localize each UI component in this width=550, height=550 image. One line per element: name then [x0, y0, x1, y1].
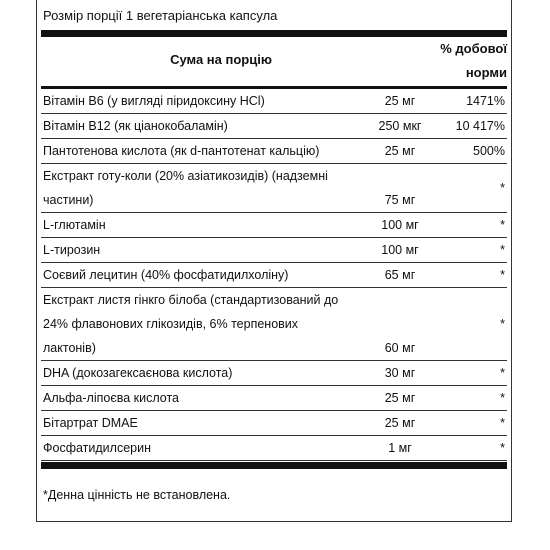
- table-header: [41, 37, 507, 88]
- table-row: [41, 288, 507, 361]
- ingredient-amount: 100 мг: [381, 243, 419, 257]
- ingredient-daily-value: 1471%: [466, 94, 505, 108]
- ingredient-amount: 30 мг: [384, 366, 416, 380]
- ingredient-name-line: лактонів): [43, 341, 96, 355]
- ingredient-amount: 60 мг: [384, 341, 416, 355]
- ingredient-amount: 65 мг: [384, 268, 416, 282]
- footnote: *Денна цінність не встановлена.: [43, 488, 231, 502]
- table-row: [41, 164, 507, 213]
- ingredient-amount: 75 мг: [384, 193, 416, 207]
- ingredient-amount: 25 мг: [384, 416, 416, 430]
- table-row: [41, 386, 507, 411]
- table-row: [41, 139, 507, 164]
- table-row: [41, 89, 507, 114]
- daily-value-header-line1: % добової: [440, 41, 507, 56]
- ingredient-name-line: 24% флавонових глікозидів, 6% терпенових: [43, 317, 299, 331]
- supplement-facts-panel: [36, 0, 512, 522]
- ingredient-name: Альфа-ліпоєва кислота: [43, 391, 179, 405]
- daily-value-header-line2: норми: [465, 65, 507, 80]
- ingredient-daily-value: 10 417%: [455, 119, 505, 133]
- ingredient-daily-value: *: [500, 317, 505, 331]
- ingredient-daily-value: *: [500, 441, 505, 455]
- ingredient-amount: 25 мг: [384, 94, 416, 108]
- ingredient-daily-value: *: [500, 181, 505, 195]
- table-row: [41, 411, 507, 436]
- ingredient-name: DHA (докозагексаєнова кислота): [43, 366, 233, 380]
- ingredient-name: Соєвий лецитин (40% фосфатидилхоліну): [43, 268, 289, 282]
- ingredient-daily-value: *: [500, 218, 505, 232]
- amount-per-serving-header: Сума на порцію: [170, 52, 272, 67]
- serving-size: Розмір порції 1 вегетаріанська капсула: [43, 8, 278, 23]
- table-row: [41, 361, 507, 386]
- ingredient-amount: 25 мг: [384, 144, 416, 158]
- ingredient-amount: 25 мг: [384, 391, 416, 405]
- ingredient-name: [43, 288, 363, 360]
- ingredient-name: L-глютамін: [43, 218, 106, 232]
- ingredient-name: [43, 164, 363, 212]
- table-row: [41, 263, 507, 288]
- table-row: [41, 213, 507, 238]
- ingredient-daily-value: *: [500, 268, 505, 282]
- ingredient-name-line: частини): [43, 193, 94, 207]
- table-row: [41, 238, 507, 263]
- ingredient-amount: 100 мг: [381, 218, 419, 232]
- ingredient-name: L-тирозин: [43, 243, 101, 257]
- ingredient-amount: 1 мг: [388, 441, 412, 455]
- ingredient-name-line: Екстракт готу-коли (20% азіатикозидів) (надземні: [43, 169, 328, 183]
- bottom-divider-bar: [41, 462, 507, 469]
- ingredient-daily-value: *: [500, 366, 505, 380]
- ingredient-name-line: Екстракт листя гінкго білоба (стандартизований до: [43, 293, 339, 307]
- table-row: [41, 114, 507, 139]
- ingredient-name: Пантотенова кислота (як d-пантотенат кальцію): [43, 144, 320, 158]
- top-divider-bar: [41, 30, 507, 37]
- ingredient-name: Вітамін B12 (як ціанокобаламін): [43, 119, 228, 133]
- ingredient-daily-value: *: [500, 416, 505, 430]
- ingredient-daily-value: *: [500, 243, 505, 257]
- ingredient-daily-value: *: [500, 391, 505, 405]
- ingredient-name: Вітамін B6 (у вигляді піридоксину HCl): [43, 94, 265, 108]
- table-row: [41, 436, 507, 461]
- ingredient-daily-value: 500%: [473, 144, 505, 158]
- ingredient-amount: 250 мкг: [378, 119, 422, 133]
- ingredient-name: Бітартрат DMAE: [43, 416, 138, 430]
- ingredient-rows: [41, 89, 507, 461]
- ingredient-name: Фосфатидилсерин: [43, 441, 151, 455]
